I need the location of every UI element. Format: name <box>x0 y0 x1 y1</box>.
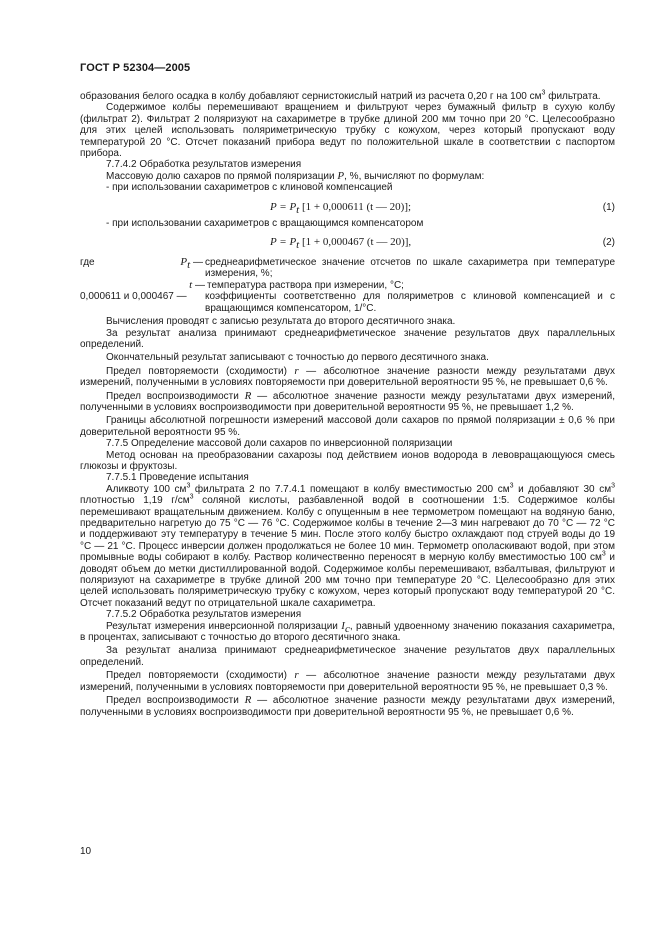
formula-1: $P = P_t$ [1 + 0,000611 (t — 20)]; (1) <box>270 200 615 216</box>
page-number: 10 <box>80 846 92 857</box>
definition-text: среднеарифметическое значение отсчетов по шкале сахариметра при температуре измерения, %; <box>205 257 615 280</box>
definition-row: 0,000611 и 0,000467 — коэффициенты соответственно для поляриметров с клиновой компенсацией и с вращающимся компенсатором, 1/°С. <box>80 291 615 314</box>
formula-number: (1) <box>602 201 615 213</box>
paragraph: За результат анализа принимают среднеарифметическое значение результатов двух параллельных определений. <box>80 645 615 668</box>
paragraph: За результат анализа принимают среднеарифметическое значение результатов двух параллельных определений. <box>80 327 615 350</box>
paragraph: образования белого осадка в колбу добавляют сернистокислый натрий из расчета 0,20 г на 100 $см^3$ фильтрата. <box>80 89 601 102</box>
paragraph: - при использовании сахариметров с клиновой компенсацией <box>106 182 393 194</box>
document-body <box>80 91 615 718</box>
paragraph: Предел повторяемости (сходимости) r — абсолютное значение разности между результатами двух измерений, полученными в условиях повторяемости при доверительной вероятности 95 %, не превышает 0,6 %. <box>80 364 615 389</box>
paragraph: Аликвоту 100 $см^3$ фильтрата 2 по 7.7.4.1 помещают в колбу вместимостью 200 $см^3$ и добавляют 30 $см^3$ плотностью 1,19 $г/см^3$ соляной кислоты, разбавленной водой в соотношении 1:5. Содержимое колбы перемешивают вращательным движением. Колбу с опущенным в нее термометром помещают на водяную баню, предварительно нагретую до 75 °С — 76 °С. Содержимое колбы в течение 2—3 мин нагревают до 70 °С — 72 °С и поддерживают эту температуру в течение 5 мин. После этого колбу быстро охлаждают под струей воды до 19 °С — 21 °С. Процесс инверсии должен продолжаться не более 10 мин. Термометр ополаскивают водой, при этом промывные воды собирают в колбу. Раствор количественно переносят в мерную колбу вместимостью 100 $см^3$ и доводят объем до метки дистиллированной водой. Содержимое колбы перемешивают, взбалтывая, фильтруют и поляризуют на сахариметре в трубке длиной 200 мм точно при температуре 20 °С. Целесообразно для этих целей использовать поляриметрическую трубку с кожухом, через который пропускают воду температурой 20 °С. Отсчет показаний ведут по отрицательной шкале сахариметра. <box>80 482 615 609</box>
section-heading-7-7-5-1: 7.7.5.1 Проведение испытания <box>106 472 249 484</box>
section-heading-7-7-5: 7.7.5 Определение массовой доли сахаров по инверсионной поляризации <box>106 438 453 450</box>
section-heading-7-7-4-2: 7.7.4.2 Обработка результатов измерения <box>106 159 302 171</box>
definition-text: коэффициенты соответственно для поляриметров с клиновой компенсацией и с вращающимся компенсатором, 1/°С. <box>205 291 615 314</box>
paragraph: Предел повторяемости (сходимости) r — абсолютное значение разности между результатами двух измерений, полученными в условиях повторяемости при доверительной вероятности 95 %, не превышает 0,3 %. <box>80 669 615 693</box>
paragraph: Окончательный результат записывают с точностью до первого десятичного знака. <box>106 352 489 364</box>
formula-2: $P = P_t$ [1 + 0,000467 (t — 20)], (2) <box>270 236 615 252</box>
formula-number: (2) <box>602 237 615 249</box>
paragraph: Вычисления проводят с записью результата до второго десятичного знака. <box>106 316 456 328</box>
paragraph: Границы абсолютной погрешности измерений массовой доли сахаров по прямой поляризации ± 0,6 % при доверительной вероятности 95 %. <box>80 415 615 438</box>
paragraph: Содержимое колбы перемешивают вращением и фильтруют через бумажный фильтр в сухую колбу (фильтрат 2). Фильтрат 2 поляризуют на сахариметре в трубке длиной 200 мм точно при 20 °С. Целесообразно для этих целей использовать поляриметрическую трубку с кожухом, через который пропускают воду температурой 20 °С. Отсчет показаний прибора ведут по положительной шкале в соответствии с паспортом прибора. <box>80 102 615 160</box>
definition-row: где $P_t$ — среднеарифметическое значение отсчетов по шкале сахариметра при температуре измерения, %; <box>80 256 615 280</box>
paragraph: Предел воспроизводимости R — абсолютное значение разности между результатами двух измерений, полученными в условиях воспроизводимости при доверительной вероятности 95 %, не превышает 0,6 %. <box>80 694 615 718</box>
where-label: где <box>80 257 95 269</box>
paragraph: - при использовании сахариметров с вращающимся компенсатором <box>106 217 424 229</box>
paragraph: Метод основан на преобразовании сахарозы под действием ионов водорода в левовращающуюся смесь глюкозы и фруктозы. <box>80 449 615 472</box>
standard-header: ГОСТ Р 52304—2005 <box>80 62 191 74</box>
paragraph: Результат измерения инверсионной поляризации $I_c$, равный удвоенному значению показания сахариметра, в процентах, записывают с точностью до второго десятичного знака. <box>80 619 615 644</box>
definition-text: температура раствора при измерении, °С; <box>207 279 404 291</box>
paragraph: Предел воспроизводимости R — абсолютное значение разности между результатами двух измерений, полученными в условиях воспроизводимости при доверительной вероятности 95 %, не превышает 1,2 %. <box>80 389 615 413</box>
paragraph: Массовую долю сахаров по прямой поляризации P, %, вычисляют по формулам: <box>106 169 485 182</box>
definition-row: t — температура раствора при измерении, °С; <box>80 280 615 291</box>
section-heading-7-7-5-2: 7.7.5.2 Обработка результатов измерения <box>106 609 302 621</box>
